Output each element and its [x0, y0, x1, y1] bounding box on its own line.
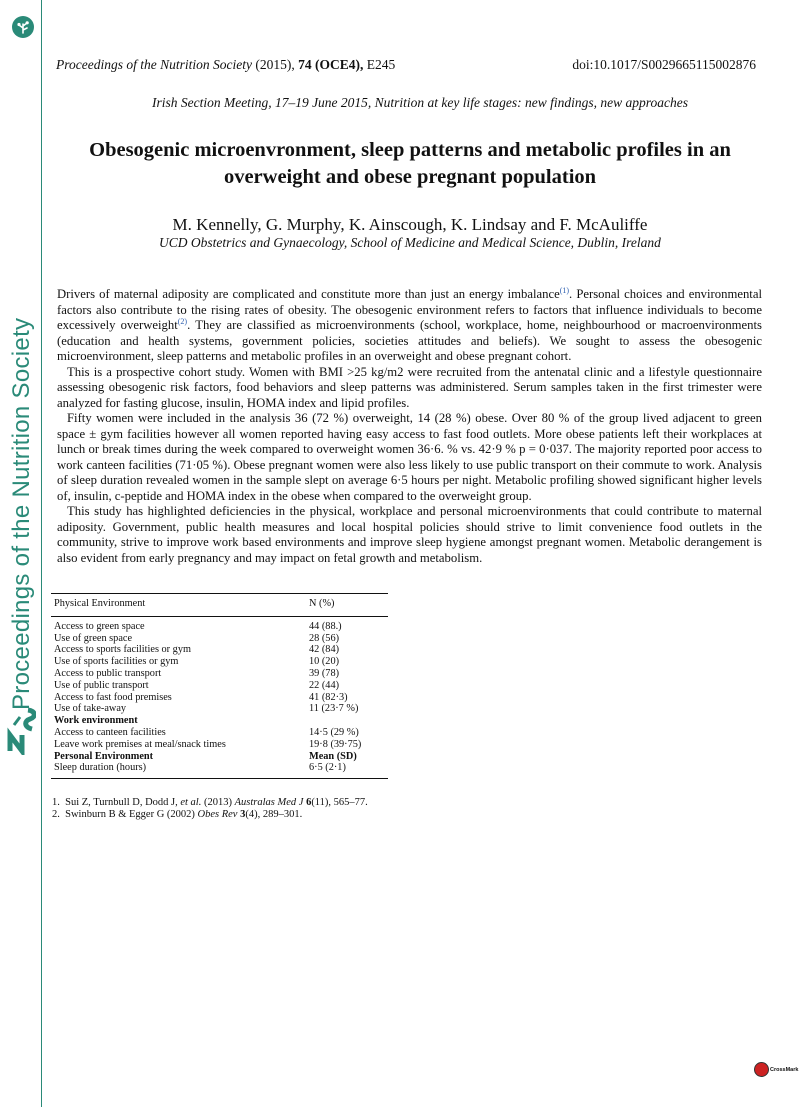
- paragraph-1: Drivers of maternal adiposity are complicated and constitute more than just an energy imbalance$^{(1)}$. Personal choices and environmental factors also contribute to the rising rates of obesity. The obesogenic environment refers to factors that influence individuals to become excessively overweight$^{(2)}$. They are classified as microenvironments (school, workplace, home, neighbourhood or macroenvironments (education and health systems, government policies, societies attitudes and beliefs). We sought to assess the obesogenic microenvironment, sleep patterns and metabolic profiles in an overweight and obese pregnant cohort.: [57, 285, 762, 363]
- reference-item-1: 1. Sui Z, Turnbull D, Dodd J, et al. (2013) Australas Med J 6(11), 565–77.: [52, 797, 368, 808]
- citation-page: E245: [366, 57, 396, 72]
- environment-table: [51, 593, 388, 779]
- paragraph-4: This study has highlighted deficiencies in the physical, workplace and personal microenvironments that could contribute to maternal adiposity. Government, public health measures and local hospital policies should strive to limit convenience food outlets in the community, strive to improve work based environments and improve sleep hygiene amongst pregnant women. Metabolic derangement is also evident from early pregnancy and may impact on fetal growth and metabolism.: [57, 504, 762, 565]
- paragraph-3: Fifty women were included in the analysis 36 (72 %) overweight, 14 (28 %) obese. Over 80 % of the group lived adjacent to green space ± gym facilities however all women reported having easy access to fast food outlets. More obese patients left their workplaces at lunch or break times during the week compared to overweight women 36·6. % vs. 42·9 % p = 0·037. The majority reported poor access to work canteen facilities (71·05 %). Obese pregnant women were also less likely to use public transport on their commute to work. Analysis of sleep duration revealed women in the sample slept on average 6·5 hours per night. Metabolic profiling showed significant higher levels of, insulin, c-peptide and HOMA index in the obese when compared to the overweight group.: [57, 411, 762, 503]
- reference-item-2: 2. Swinburn B & Egger G (2002) Obes Rev 3(4), 289–301.: [52, 809, 303, 820]
- title-line-1: Obesogenic microenvronment, sleep patterns and metabolic profiles in an: [89, 139, 731, 161]
- affiliation: UCD Obstetrics and Gynaecology, School of Medicine and Medical Science, Dublin, Ireland: [159, 235, 661, 250]
- journal-name: Proceedings of the Nutrition Society: [56, 57, 252, 72]
- reference-list: [52, 797, 368, 821]
- journal-citation: [56, 57, 395, 73]
- table-section-work: Work environment: [54, 715, 138, 727]
- journal-header: [56, 57, 756, 73]
- society-logo-icon: [12, 16, 34, 38]
- article-title: [60, 137, 760, 191]
- crossmark-label: CrossMark: [770, 1067, 799, 1073]
- table-row: Sleep duration (hours) 6·5 (2·1): [51, 762, 388, 778]
- paragraph-2: This is a prospective cohort study. Women with BMI >25 kg/m2 were recruited from the antenatal clinic and a lifestyle questionnaire assessing obesogenic risk factors, food behaviors and sleep patterns was administered. Serum samples taken in the first trimester were analyzed for fasting glucose, insulin, HOMA index and lipid profiles.: [57, 364, 762, 410]
- citation-year: (2015),: [255, 57, 295, 72]
- table-row: Access to green space 44 (88.): [54, 620, 342, 632]
- table-header-n: N (%): [306, 594, 388, 617]
- table-header-physical: Physical Environment: [51, 594, 306, 617]
- table-row: Use of public transport 22 (44): [54, 679, 340, 691]
- vertical-journal-text: Proceedings of the Nutrition Society: [8, 317, 35, 710]
- abstract-body: [57, 287, 762, 566]
- author-list: M. Kennelly, G. Murphy, K. Ainscough, K. Lindsay and F. McAuliffe: [172, 215, 648, 234]
- table-row: Access to sports facilities or gym 42 (84): [54, 644, 340, 656]
- table-row: Access to fast food premises 41 (82·3): [54, 691, 348, 703]
- citation-volume: 74 (OCE4),: [298, 57, 364, 72]
- reference-link-2[interactable]: (2): [177, 316, 188, 326]
- table-row: Use of take-away 11 (23·7 %): [54, 703, 359, 715]
- crossmark-icon: [754, 1062, 769, 1077]
- table-row: Use of green space 28 (56): [54, 632, 340, 644]
- table-row: Access to canteen facilities 14·5 (29 %): [54, 726, 359, 738]
- crossmark-badge[interactable]: [754, 1062, 799, 1080]
- table-header-row: [51, 594, 388, 617]
- reference-link-1[interactable]: (1): [559, 285, 570, 295]
- doi[interactable]: doi:10.1017/S0029665115002876: [572, 57, 756, 72]
- table-row: Access to public transport 39 (78): [54, 667, 340, 679]
- title-line-2: overweight and obese pregnant population: [223, 166, 597, 188]
- table-row: Use of sports facilities or gym 10 (20): [54, 656, 340, 668]
- table-row: Leave work premises at meal/snack times 19·8 (39·75): [54, 738, 362, 750]
- sidebar-rule: [41, 0, 42, 1107]
- ns-logo-icon: [6, 705, 36, 755]
- meeting-line: Irish Section Meeting, 17–19 June 2015, Nutrition at key life stages: new findings, new approaches: [151, 95, 689, 110]
- table-section-personal: Personal Environment Mean (SD): [54, 750, 357, 762]
